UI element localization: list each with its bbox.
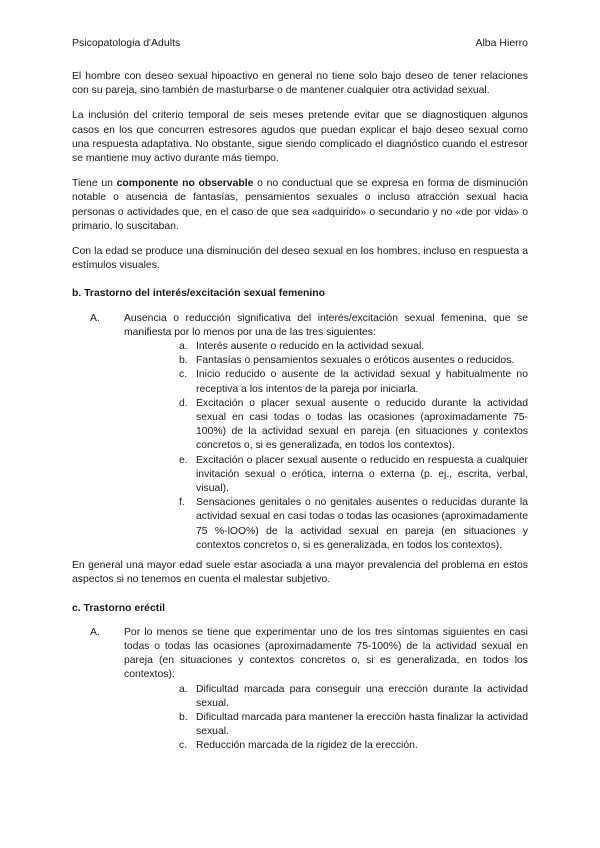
header-course-title: Psicopatologia d'Adults (72, 37, 181, 49)
sublist-marker: d. (179, 397, 188, 409)
list-item-text: Por lo menos se tiene que experimentar uno de los tres síntomas siguientes en casi todas o todas las ocasiones (aproximadamente 75-100%) de la actividad sexual en pareja (en situaciones y contextos concretos o, si es generalizada, en todos los contextos): (124, 626, 528, 681)
sublist-item-text: Fantasías o pensamientos sexuales o eróticos ausentes o reducidos. (196, 355, 515, 367)
section-b-list (72, 312, 528, 553)
sublist-item-text: Sensaciones genitales o no genitales ausentes o reducidas durante la actividad sexual en casi todas o todas las ocasiones (aproximadamente 75 %-lOO%) de la actividad sexual en pareja (en situaciones y contextos concretos o, si es generalizada, en todos los contextos). (196, 497, 528, 551)
document-body (72, 70, 528, 760)
section-c-list (72, 626, 528, 754)
list-item (124, 368, 528, 396)
sublist-item-text: Dificultad marcada para mantener la erección hasta finalizar la actividad sexual. (196, 711, 528, 738)
p3-text-before: Tiene un (72, 178, 117, 190)
sublist-marker: c. (179, 369, 188, 381)
header-author: Alba Hierro (475, 37, 528, 49)
section-c-sublist (124, 683, 528, 754)
sublist-marker: b. (179, 355, 188, 367)
list-item (124, 711, 528, 739)
page-header (72, 37, 528, 49)
section-b-item-a (72, 312, 528, 553)
sublist-item-text: Interés ausente o reducido en la actividad sexual. (196, 341, 425, 353)
list-item (124, 683, 528, 711)
sublist-item-text: Excitación o placer sexual ausente o reducido en respuesta a cualquier invitación sexual o erótica, interna o externa (p. ej., escrita, verbal, visual). (196, 454, 528, 495)
section-b-heading: b. Trastorno del interés/excitación sexual femenino (72, 288, 325, 300)
list-item (124, 739, 528, 753)
list-item (124, 496, 528, 553)
section-c-heading: c. Trastorno eréctil (72, 602, 165, 614)
paragraph-non-observable (72, 177, 528, 234)
sublist-item-text: Reducción marcada de la rigidez de la erección. (196, 740, 418, 752)
sublist-item-text: Excitación o placer sexual ausente o reducido durante la actividad sexual en casi todas o todas las ocasiones (aproximadamente 75-100%) de la actividad sexual en pareja (en situaciones y contextos concretos o, si es generalizada, en todos los contextos). (196, 397, 528, 452)
paragraph-hypoactive-desire: El hombre con deseo sexual hipoactivo en general no tiene solo bajo deseo de tener relaciones con su pareja, sino también de masturbarse o de mantener cualquier otra actividad sexual. (72, 71, 528, 97)
paragraph-age-prevalence: En general una mayor edad suele estar asociada a una mayor prevalencia del problema en estos aspectos si no tenemos en cuenta el malestar subjetivo. (72, 560, 528, 586)
sublist-marker: e. (179, 454, 188, 466)
list-item (124, 340, 528, 354)
p3-text-after: o no conductual que se expresa en forma de disminución notable o ausencia de fantasías, pensamientos sexuales o incluso atracción sexual hacia personas o actividades que, en el caso de que sea «adquirido» o secundario y no «de por vida» o primario, lo suscitaban. (72, 178, 529, 232)
sublist-item-text: Dificultad marcada para conseguir una erección durante la actividad sexual. (196, 683, 528, 709)
list-item (124, 397, 528, 454)
list-item (124, 354, 528, 368)
sublist-marker: a. (179, 341, 188, 353)
list-item (124, 454, 528, 497)
section-c-item-a (72, 626, 528, 754)
sublist-marker: f. (179, 497, 185, 509)
sublist-marker: b. (179, 711, 188, 723)
p3-bold-term: componente no observable (116, 178, 254, 190)
list-marker: A. (90, 626, 100, 638)
sublist-marker: c. (179, 740, 188, 752)
list-item-text: Ausencia o reducción significativa del interés/excitación sexual femenina, que se manifiesta por lo menos por una de las tres siguientes: (124, 312, 528, 338)
paragraph-temporal-criterion: La inclusión del criterio temporal de seis meses pretende evitar que se diagnostiquen algunos casos en los que concurren estresores agudos que puedan explicar el bajo deseo sexual como una respuesta adaptativa. No obstante, sigue siendo complicado el diagnóstico cuando el estresor se mantiene muy activo durante más tiempo. (72, 110, 528, 165)
paragraph-age-decline: Con la edad se produce una disminución del deseo sexual en los hombres, incluso en respuesta a estímulos visuales. (72, 246, 528, 272)
sublist-marker: a. (179, 683, 188, 695)
section-b-sublist (124, 340, 528, 553)
sublist-item-text: Inicio reducido o ausente de la actividad sexual y habitualmente no receptiva a los intentos de la pareja por iniciarla. (196, 369, 528, 395)
list-marker: A. (90, 312, 100, 324)
